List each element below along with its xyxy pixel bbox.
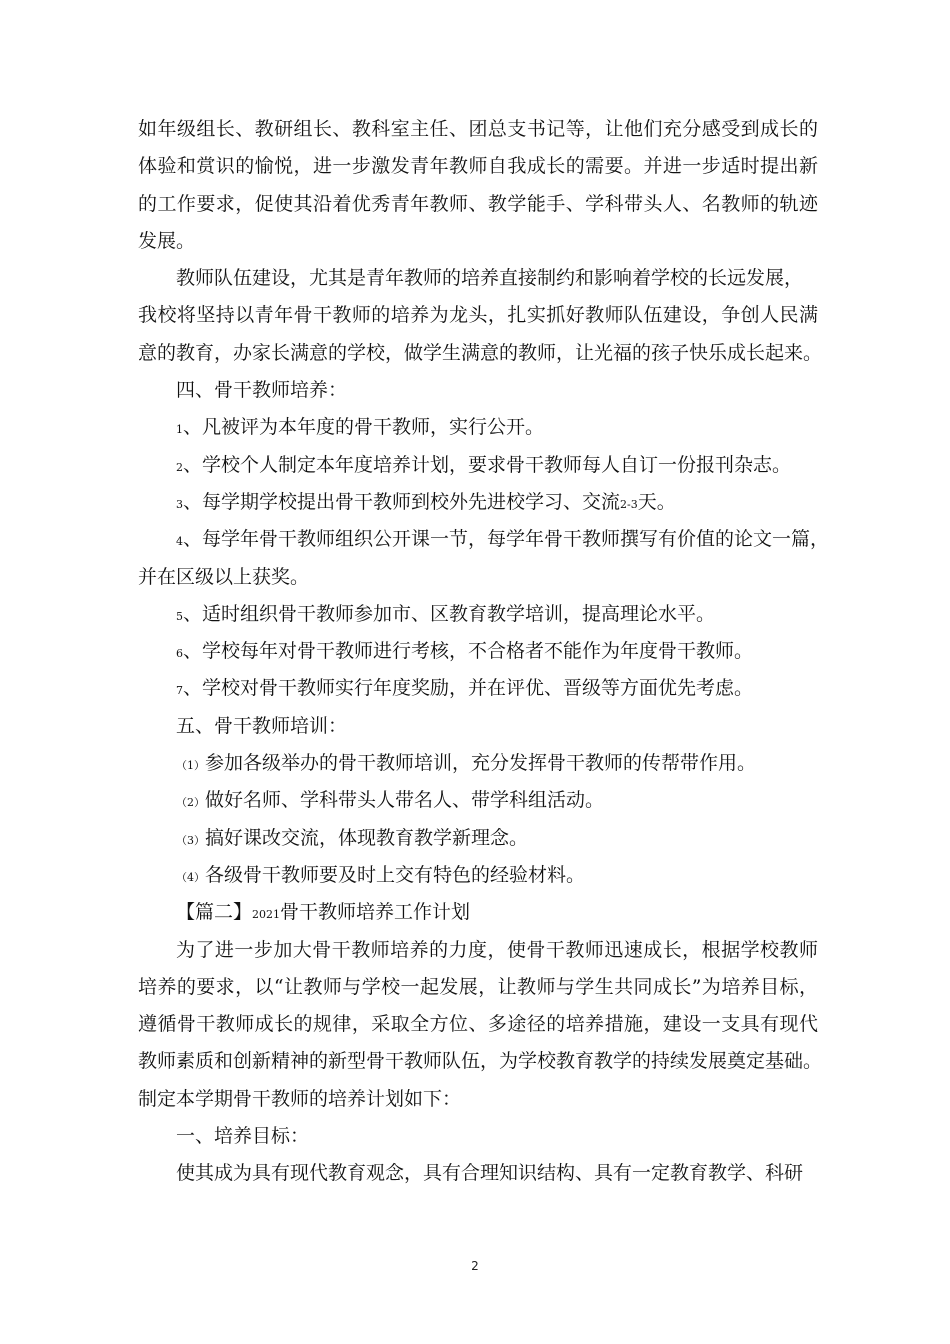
item-number: （3）	[176, 833, 205, 847]
item-number: 1	[176, 423, 183, 437]
item-text: 、学校个人制定本年度培养计划，要求骨干教师每人自订一份报刊杂志。	[183, 453, 792, 476]
list-item	[138, 782, 818, 819]
text-line: 使其成为具有现代教育观念，具有合理知识结构、具有一定教育教学、科研	[176, 1162, 804, 1185]
list-item	[138, 857, 818, 894]
text-line: 的工作要求，促使其沿着优秀青年教师、教学能手、学科带头人、名教师的轨迹	[138, 192, 818, 215]
item-text: 搞好课改交流，体现教育教学新理念。	[205, 826, 529, 849]
list-item	[138, 409, 818, 446]
text-line: 意的教育，办家长满意的学校，做学生满意的教师，让光福的孩子快乐成长起来。	[138, 341, 823, 364]
list-item	[138, 521, 830, 558]
text-line: 遵循骨干教师成长的规律，采取全方位、多途径的培养措施，建设一支具有现代	[138, 1013, 818, 1036]
section-heading: 一、培养目标：	[176, 1125, 310, 1148]
item-text: 、学校对骨干教师实行年度奖励，并在评优、晋级等方面优先考虑。	[183, 677, 754, 700]
list-item	[138, 633, 818, 670]
text-line: 为了进一步加大骨干教师培养的力度，使骨干教师迅速成长，根据学校教师	[176, 938, 818, 961]
list-item	[138, 670, 818, 707]
item-number: （4）	[176, 870, 205, 884]
text-line: 如年级组长、教研组长、教科室主任、团总支书记等，让他们充分感受到成长的	[138, 118, 818, 140]
item-number: 7	[176, 684, 183, 698]
item-text: 、凡被评为本年度的骨干教师，实行公开。	[183, 416, 545, 439]
page-number: 2	[471, 1259, 479, 1273]
item-text: 参加各级举办的骨干教师培训，充分发挥骨干教师的传帮带作用。	[205, 752, 757, 775]
list-item	[138, 447, 818, 484]
list-item	[138, 484, 818, 521]
item-text: 天。	[637, 490, 676, 513]
text-line: 制定本学期骨干教师的培养计划如下：	[138, 1087, 462, 1110]
section-title	[138, 894, 818, 931]
text-line: 培养的要求，以“让教师与学校一起发展，让教师与学生共同成长”为培养目标，	[138, 975, 818, 998]
document-body	[138, 111, 830, 1193]
item-number: 5	[176, 609, 183, 623]
list-item	[138, 745, 818, 782]
item-text: 、学校每年对骨干教师进行考核，不合格者不能作为年度骨干教师。	[183, 640, 754, 663]
text-line: 并在区级以上获奖。	[138, 565, 310, 588]
item-text: 做好名师、学科带头人带名人、带学科组活动。	[205, 789, 605, 812]
item-number: 4	[176, 535, 183, 549]
item-text: 、每学期学校提出骨干教师到校外先进校学习、交流	[183, 490, 621, 513]
item-text: 各级骨干教师要及时上交有特色的经验材料。	[205, 863, 586, 886]
year: 2021	[252, 908, 281, 922]
item-number: （1）	[176, 759, 205, 773]
item-text: 、每学年骨干教师组织公开课一节，每学年骨干教师撰写有价值的论文一篇，	[183, 528, 830, 551]
list-item	[138, 596, 818, 633]
item-number: 2	[176, 460, 183, 474]
text-line: 我校将坚持以青年骨干教师的培养为龙头，扎实抓好教师队伍建设，争创人民满	[138, 304, 818, 327]
text-line: 体验和赏识的愉悦，进一步激发青年教师自我成长的需要。并进一步适时提出新	[138, 155, 818, 178]
item-text: 、适时组织骨干教师参加市、区教育教学培训，提高理论水平。	[183, 602, 716, 625]
text-line: 发展。	[138, 229, 196, 252]
text-line: 教师队伍建设，尤其是青年教师的培养直接制约和影响着学校的长远发展，	[176, 267, 804, 290]
item-number: 3	[176, 497, 183, 511]
title-text: 骨干教师培养工作计划	[280, 901, 471, 924]
part-label: 【篇二】	[176, 901, 253, 924]
text-line: 教师素质和创新精神的新型骨干教师队伍，为学校教育教学的持续发展奠定基础。	[138, 1050, 823, 1073]
section-heading: 五、骨干教师培训：	[176, 714, 348, 737]
item-number: （2）	[176, 796, 205, 810]
day-range: 2-3	[620, 497, 638, 511]
list-item	[138, 820, 818, 857]
section-heading: 四、骨干教师培养：	[176, 379, 348, 402]
item-number: 6	[176, 647, 183, 661]
